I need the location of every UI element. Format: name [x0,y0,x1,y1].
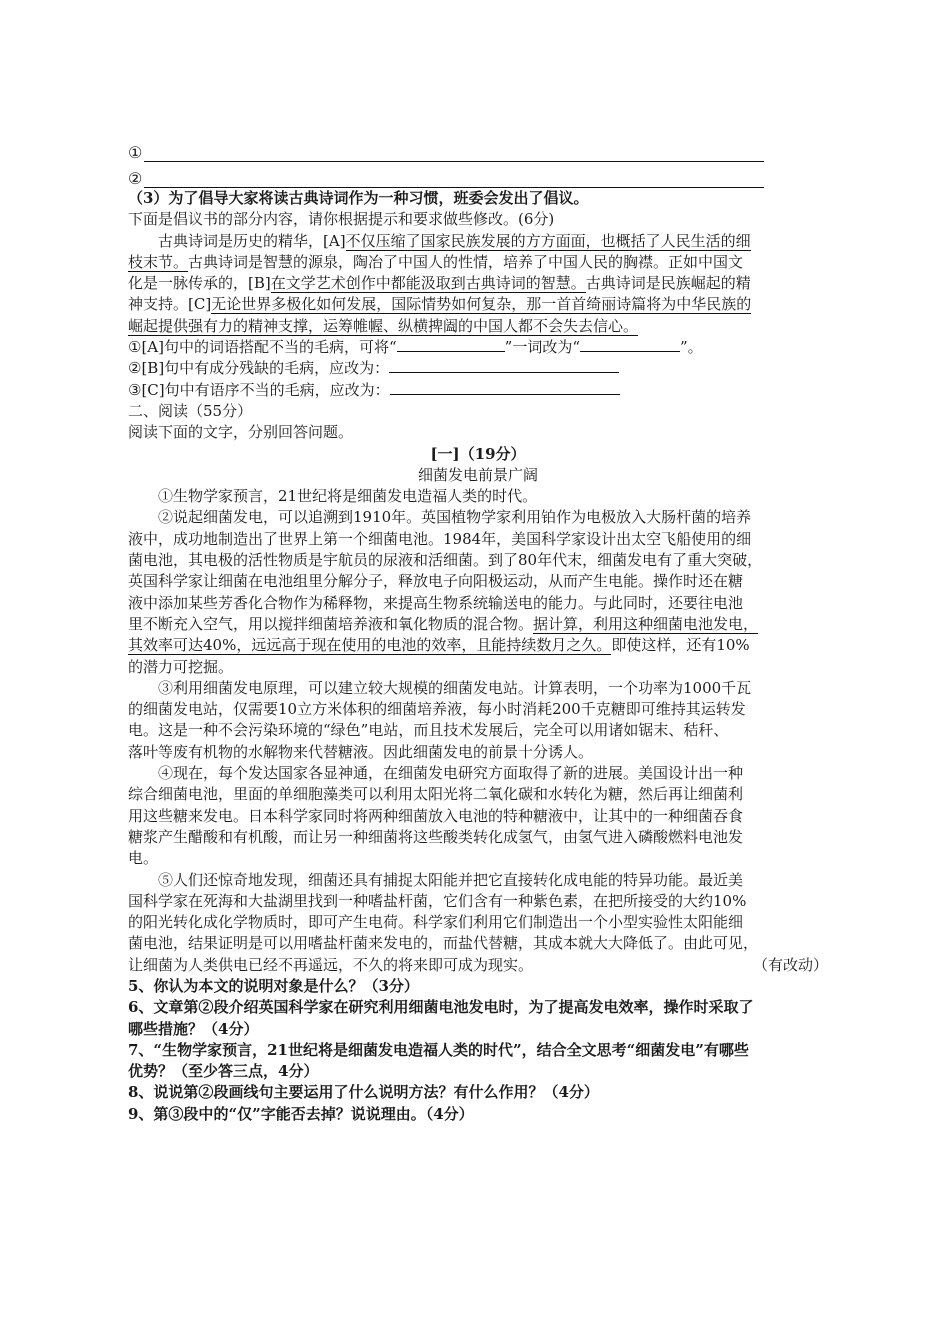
text-span: 里不断充入空气，用以搅拌细菌培养液和氧化物质的混合物。 [128,614,534,633]
proposal-line-4 [128,294,828,315]
article-para-3: 电。这是一种不会污染环境的“绿色”电站，而且技术发展后，完全可以用诸如锯末、秸秆、 [128,721,729,740]
q3-instruction: 下面是倡议书的部分内容，请你根据提示和要求做些修改。(6分) [128,210,555,229]
fill-blank[interactable] [389,358,619,373]
proposal-line-2 [128,252,828,273]
article-para-2: 英国科学家让细菌在电池组里分解分子，释放电子向阳极运动，从而产生电能。操作时还在糖 [128,572,744,591]
underlined-sentence-c: 崛起提供强有力的精神支撑，运筹帷幄、纵横捭阖的中国人都不会失去信心。 [128,316,639,335]
section-instruction: 阅读下面的文字，分别回答问题。 [128,423,354,442]
sentence-label-b: [B] [248,274,271,293]
article-para-4: ④现在，每个发达国家各显神通，在细菌发电研究方面取得了新的进展。美国设计出一种 [158,764,744,783]
article-para-4: 电。 [128,849,159,868]
fill-blank[interactable] [580,337,680,352]
article-para-4: 用这些糖来发电。日本科学家同时将两种细菌放入电池的特种糖液中，让其中的一种细菌吞食 [128,806,744,825]
question-7: 7、“生物学家预言，21世纪将是细菌发电造福人类的时代”，结合全文思考“细菌发电”有哪些 [128,1040,749,1059]
text-span: 化是一脉传承的， [128,274,249,293]
article-para-3: 落叶等废有机物的水解物来代替糖液。因此细菌发电的前景十分诱人。 [128,742,594,761]
proposal-line-1 [128,231,828,252]
article-para-5 [128,955,828,976]
fill-blank[interactable] [390,380,620,395]
article-para-2: ②说起细菌发电，可以追溯到1910年。英国植物学家利用铂作为电极放入大肠杆菌的培养 [158,508,752,527]
answer-blank-2[interactable] [128,162,828,188]
revision-note: （有改动） [752,955,828,974]
fill-blank[interactable] [397,337,505,352]
article-para-5: 的阳光转化成化学物质时，即可产生电荷。科学家们利用它们制造出一个小型实验性太阳能细 [128,913,744,932]
article-para-5: 菌电池，结果证明是可以用嗜盐杆菌来发电的，而盐代替糖，其成本就大大降低了。由此可见， [128,934,759,953]
article-para-2: 液中，成功地制造出了世界上第一个细菌电池。1984年，美国科学家设计出太空飞船使用的细 [128,529,752,548]
article-para-5: 国科学家在死海和大盐湖里找到一种嗜盐杆菌，它们含有一种紫色素，在把所接受的大约10% [128,891,747,910]
sub-question-1 [128,337,828,358]
text-span: ②[B]句中有成分残缺的毛病，应改为： [128,359,390,378]
underlined-sentence: 其效率可达40%，远远高于现在使用的电池的效率，且能持续数月之久。 [128,636,612,655]
exam-content [128,136,828,1125]
article-para-4: 综合细菌电池，里面的单细胞藻类可以利用太阳光将二氧化碳和水转化为糖，然后再让细菌利 [128,785,744,804]
article-para-2 [128,614,828,635]
underlined-sentence-a: 枝末节。 [128,252,189,271]
text-span: 即使这样，还有10% [611,636,750,655]
text-span: ”。 [680,338,703,357]
question-8: 8、说说第②段画线句主要运用了什么说明方法？有什么作用？（4分） [128,1083,599,1102]
answer-blank-rule [144,145,764,162]
text-span: ”一词改为“ [504,338,580,357]
article-para-2: 液中添加某些芳香化合物作为稀释物，来提高生物系统输送电的能力。与此同时，还要往电池 [128,593,744,612]
article-para-3: ③利用细菌发电原理，可以建立较大规模的细菌发电站。计算表明，一个功率为1000千瓦 [158,678,752,697]
text-span: 古典诗词是历史的精华， [158,231,324,250]
text-span: 神支持。 [128,295,189,314]
underlined-sentence-c: 无论世界多极化如何发展，国际情势如何复杂，那一首首绮丽诗篇将为中华民族的 [211,295,752,314]
article-para-2: 菌电池，其电极的活性物质是宇航员的尿液和活细菌。到了80年代末，细菌发电有了重大突破， [128,551,763,570]
answer-blank-label: ② [128,169,143,188]
text-span: 让细菌为人类供电已经不再遥远，不久的将来即可成为现实。 [128,955,534,974]
section-heading: 二、阅读（55分） [128,401,253,420]
underlined-sentence: 据计算，利用这种细菌电池发电， [533,614,759,633]
sentence-label-c: [C] [188,295,212,314]
sub-question-3 [128,380,828,401]
q3-title: （3）为了倡导大家将读古典诗词作为一种习惯，班委会发出了倡议。 [128,189,589,207]
article-para-4: 糖浆产生醋酸和有机酸，而让另一种细菌将这些酸类转化成氢气，由氢气进入磷酸燃料电池发 [128,827,744,846]
question-6: 哪些措施？（4分） [128,1019,259,1038]
underlined-sentence-a: 不仅压缩了国家民族发展的方方面面，也概括了人民生活的细 [345,231,751,250]
answer-blank-label: ① [128,143,143,162]
underlined-sentence-b: 在文学艺术创作中都能汲取到古典诗词的智慧。 [270,274,586,293]
question-7: 优势？（至少答三点，4分） [128,1062,319,1081]
answer-blank-1[interactable] [128,136,828,162]
article-para-2 [128,635,828,656]
article-para-1: ①生物学家预言，21世纪将是细菌发电造福人类的时代。 [158,487,538,506]
sub-question-2 [128,358,828,379]
sentence-label-a: [A] [323,231,346,250]
article-para-3: 的细菌发电站，仅需要10立方米体积的细菌培养液，每小时消耗200千克糖即可维持其运转发 [128,700,746,719]
question-9: 9、第③段中的“仅”字能否去掉？说说理由。（4分） [128,1104,474,1123]
proposal-line-5 [128,316,828,337]
text-span: 古典诗词是智慧的源泉，陶冶了中国人的性情，培养了中国人民的胸襟。正如中国文 [188,252,744,271]
question-5: 5、你认为本文的说明对象是什么？（3分） [128,976,419,995]
answer-blank-rule [144,171,764,188]
article-para-5: ⑤人们还惊奇地发现，细菌还具有捕捉太阳能并把它直接转化成电能的特异功能。最近美 [158,870,744,889]
text-span: ③[C]句中有语序不当的毛病，应改为： [128,380,390,399]
part-title: [一]（19分） [430,444,526,463]
proposal-line-3 [128,273,828,294]
question-6: 6、文章第②段介绍英国科学家在研究利用细菌电池发电时，为了提高发电效率，操作时采取了 [128,998,754,1017]
text-span: 古典诗词是民族崛起的精 [585,274,751,293]
article-para-2: 的潜力可挖掘。 [128,657,234,676]
article-title: 细菌发电前景广阔 [417,465,538,484]
text-span: ①[A]句中的词语搭配不当的毛病，可将“ [128,338,397,357]
